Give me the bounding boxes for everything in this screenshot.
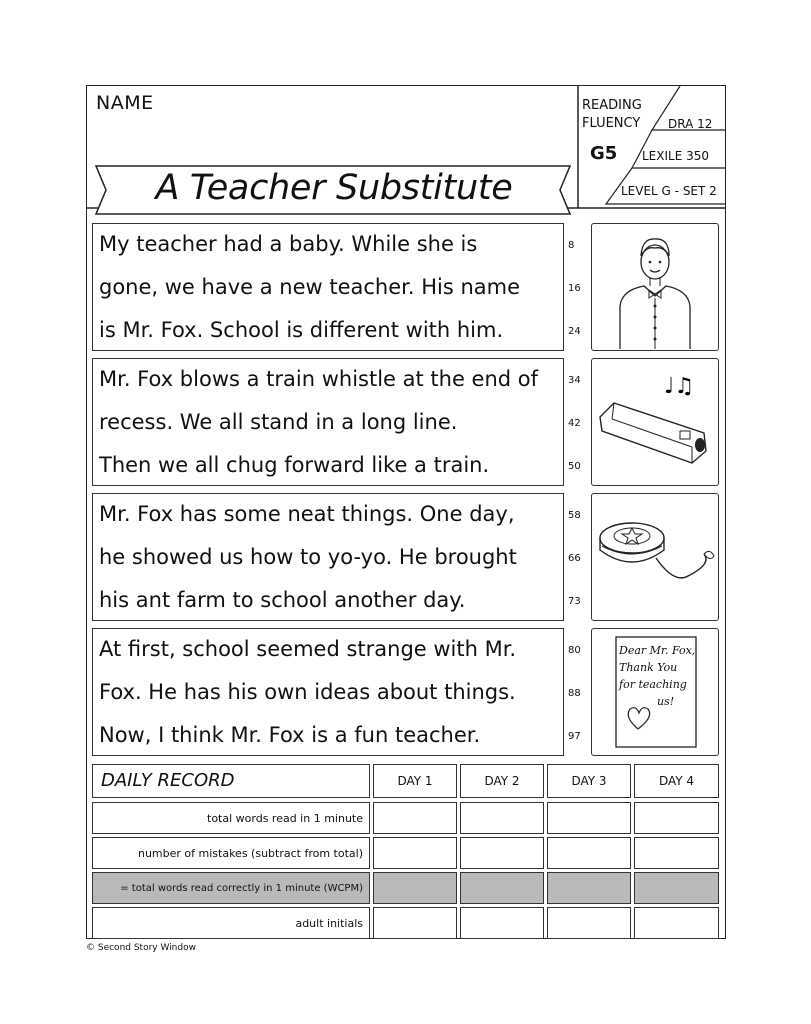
teacher-icon [592,224,717,349]
record-cell[interactable] [460,837,544,869]
day-4-header: DAY 4 [634,764,719,798]
record-cell[interactable] [634,872,719,904]
card-message: Dear Mr. Fox, Thank You for teaching us! [619,644,696,708]
word-count: 73 [568,596,581,607]
grade-code: G5 [590,143,618,164]
passage-line: Mr. Fox blows a train whistle at the end of [99,367,539,391]
record-row-label: adult initials [92,907,370,939]
word-count: 16 [568,283,581,294]
record-cell[interactable] [634,907,719,939]
passage-line: Fox. He has his own ideas about things. [99,680,516,704]
day-1-header: DAY 1 [373,764,457,798]
name-label: NAME [96,92,154,114]
day-2-header: DAY 2 [460,764,544,798]
lexile-level: LEXILE 350 [642,149,710,163]
record-cell[interactable] [634,837,719,869]
word-count: 24 [568,326,581,337]
page-title: A Teacher Substitute [155,168,513,208]
passage-line: My teacher had a baby. While she is [99,232,478,256]
yoyo-icon [592,494,717,619]
reading-fluency-label: READING FLUENCY [582,98,642,131]
daily-record-title: DAILY RECORD [92,764,370,798]
passage-line: Mr. Fox has some neat things. One day, [99,502,515,526]
word-count: 80 [568,645,581,656]
copyright: © Second Story Window [86,943,196,953]
word-count: 50 [568,461,581,472]
passage-line: Now, I think Mr. Fox is a fun teacher. [99,723,481,747]
word-count: 88 [568,688,581,699]
day-3-header: DAY 3 [547,764,631,798]
passage-line: he showed us how to yo-yo. He brought [99,545,517,569]
record-cell[interactable] [547,802,631,834]
word-count: 42 [568,418,581,429]
record-row-label: = total words read correctly in 1 minute (WCPM) [92,872,370,904]
record-cell[interactable] [373,872,457,904]
record-row-label: number of mistakes (subtract from total) [92,837,370,869]
record-cell[interactable] [547,907,631,939]
record-row-label: total words read in 1 minute [92,802,370,834]
word-count: 8 [568,240,575,251]
record-cell[interactable] [547,837,631,869]
word-count: 66 [568,553,581,564]
passage-line: gone, we have a new teacher. His name [99,275,521,299]
yoyo-picture [591,493,719,621]
train-whistle-picture [591,358,719,486]
teacher-picture [591,223,719,351]
record-cell[interactable] [460,907,544,939]
passage-line: recess. We all stand in a long line. [99,410,458,434]
set-level: LEVEL G - SET 2 [621,184,717,198]
passage-line: his ant farm to school another day. [99,588,466,612]
record-cell[interactable] [373,837,457,869]
passage-line: At first, school seemed strange with Mr. [99,637,517,661]
record-cell[interactable] [460,872,544,904]
svg-text:♩♫: ♩♫ [664,374,695,399]
record-cell[interactable] [460,802,544,834]
dra-level: DRA 12 [668,117,713,131]
passage-line: is Mr. Fox. School is different with him. [99,318,504,342]
train-whistle-icon [592,359,717,484]
record-cell[interactable] [373,802,457,834]
word-count: 97 [568,731,581,742]
record-cell[interactable] [634,802,719,834]
passage-line: Then we all chug forward like a train. [99,453,490,477]
record-cell[interactable] [547,872,631,904]
record-cell[interactable] [373,907,457,939]
word-count: 34 [568,375,581,386]
word-count: 58 [568,510,581,521]
